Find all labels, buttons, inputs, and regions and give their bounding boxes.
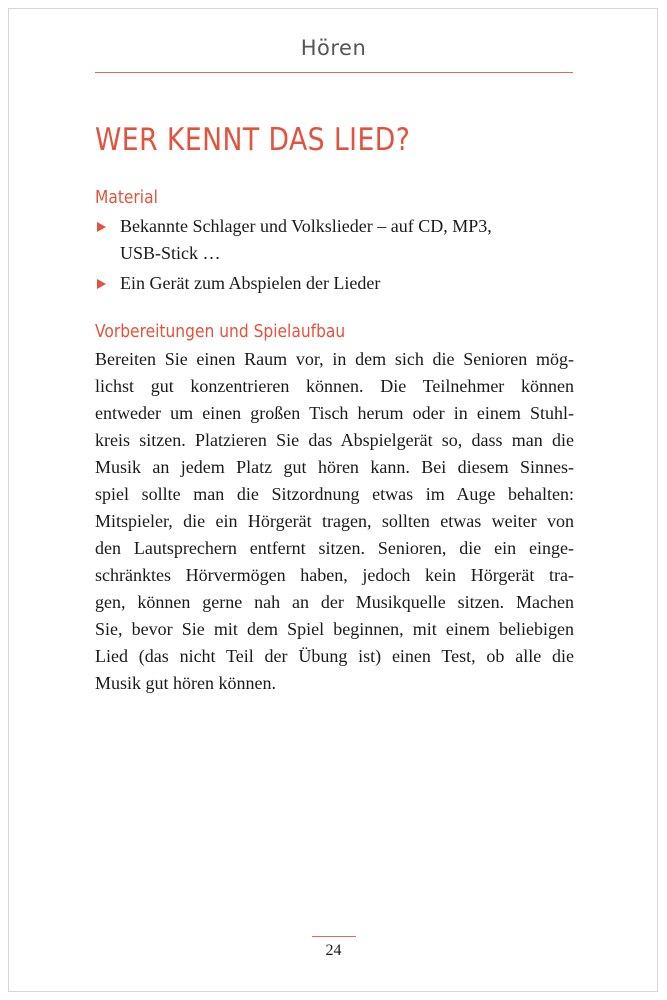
paragraph-line: kreis sitzen. Platzieren Sie das Abspielgerät so, dass man die xyxy=(95,430,574,450)
material-item-player xyxy=(95,270,570,297)
triangle-bullet-icon xyxy=(97,279,106,289)
triangle-bullet-icon xyxy=(97,222,106,232)
paragraph-line: schränktes Hörvermögen haben, jedoch kein Hörgerät tra- xyxy=(95,565,574,585)
paragraph-line: Sie, bevor Sie mit dem Spiel beginnen, mit einem beliebigen xyxy=(95,619,574,639)
paragraph-line: Musik gut hören können. xyxy=(95,673,276,693)
running-head: Hören xyxy=(300,36,367,60)
material-heading: Material xyxy=(95,187,158,208)
paragraph-line: entweder um einen großen Tisch herum oder in einem Stuhl- xyxy=(95,403,574,423)
paragraph-line: Lied (das nicht Teil der Übung ist) einen Test, ob alle die xyxy=(95,646,574,666)
paragraph-line: gen, können gerne nah an der Musikquelle sitzen. Machen xyxy=(95,592,574,612)
material-item-line: Bekannte Schlager und Volkslieder – auf CD, MP3, xyxy=(120,216,492,236)
paragraph-line: Mitspieler, die ein Hörgerät tragen, sollten etwas weiter von xyxy=(95,511,574,531)
preparation-paragraph xyxy=(95,346,574,697)
paragraph-line: lichst gut konzentrieren können. Die Teilnehmer können xyxy=(95,376,574,396)
preparation-heading: Vorbereitungen und Spielaufbau xyxy=(95,321,346,342)
paragraph-line: Bereiten Sie einen Raum vor, in dem sich die Senioren mög- xyxy=(95,349,574,369)
material-item-media xyxy=(95,213,570,267)
paragraph-line: Musik an jedem Platz gut hören kann. Bei diesem Sinnes- xyxy=(95,457,574,477)
material-list xyxy=(95,213,570,300)
material-item-line: USB-Stick … xyxy=(120,243,221,263)
page-title: WER KENNT DAS LIED? xyxy=(95,122,411,158)
paragraph-line: spiel sollte man die Sitzordnung etwas im Auge behalten: xyxy=(95,484,574,504)
header-divider xyxy=(95,72,573,73)
material-item-line: Ein Gerät zum Abspielen der Lieder xyxy=(120,273,381,293)
footer-divider xyxy=(312,936,356,937)
paragraph-line: den Lautsprechern entfernt sitzen. Senioren, die ein einge- xyxy=(95,538,574,558)
page-number: 24 xyxy=(325,942,342,959)
